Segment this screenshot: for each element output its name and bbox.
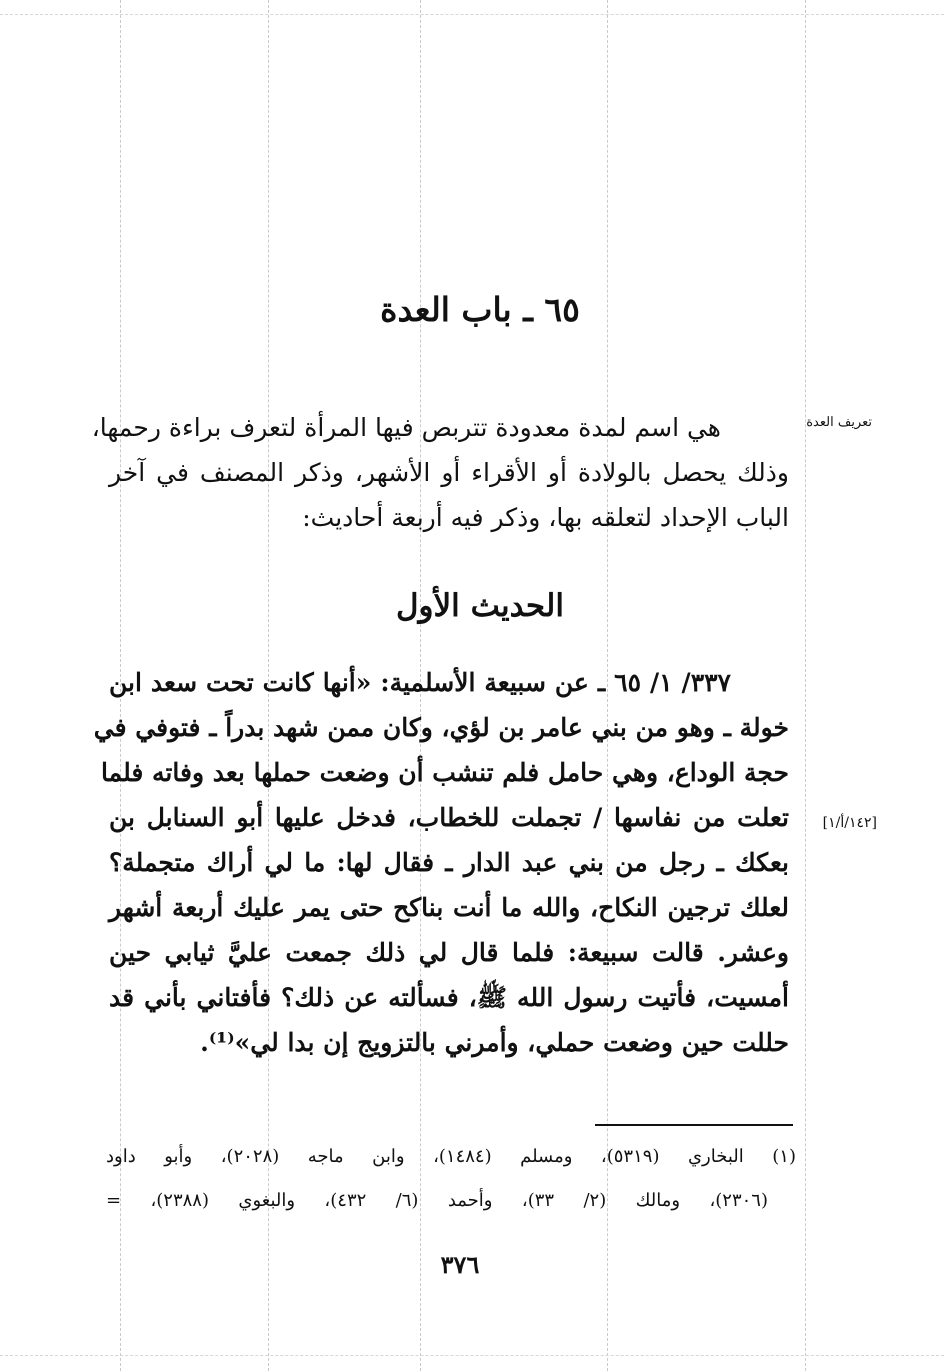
footnote-line: (١) البخاري (٥٣١٩)، ومسلم (١٤٨٤)، وابن ماجه (٢٠٢٨)، وأبو داود xyxy=(106,1146,796,1167)
footnote-line: (٢٣٠٦)، ومالك (٢/ ٣٣)، وأحمد (٦/ ٤٣٢)، والبغوي (٢٣٨٨)، = xyxy=(106,1190,768,1211)
hadith-line: وعشر. قالت سبيعة: فلما قال لي ذلك جمعت عليَّ ثيابي حين xyxy=(109,938,789,967)
hadith-paragraph xyxy=(93,660,789,1065)
margin-note-definition: تعريف العدة xyxy=(806,415,872,430)
hadith-line: لعلك ترجين النكاح، والله ما أنت بناكح حتى يمر عليك أربعة أشهر xyxy=(109,893,789,922)
intro-line: وذلك يحصل بالولادة أو الأقراء أو الأشهر، وذكر المصنف في آخر xyxy=(109,458,789,487)
hadith-line: أمسيت، فأتيت رسول الله ﷺ، فسألته عن ذلك؟ فأفتاني بأني قد xyxy=(109,983,789,1012)
page-number: ٣٧٦ xyxy=(440,1250,480,1279)
hadith-line: حللت حين وضعت حملي، وأمرني بالتزويج إن بدا لي»⁽¹⁾. xyxy=(200,1028,789,1057)
margin-note-reference: [١٤٢/أ/١] xyxy=(822,815,877,831)
footnotes xyxy=(106,1135,796,1223)
scan-guide-line xyxy=(0,1355,944,1356)
chapter-title: ٦٥ ـ باب العدة xyxy=(380,290,580,329)
hadith-line: بعكك ـ رجل من بني عبد الدار ـ فقال لها: ما لي أراك متجملة؟ xyxy=(109,848,789,877)
intro-line: هي اسم لمدة معدودة تتربص فيها المرأة لتعرف براءة رحمها، xyxy=(91,413,721,442)
intro-line: الباب الإحداد لتعلقه بها، وذكر فيه أربعة أحاديث: xyxy=(302,503,789,532)
hadith-line: خولة ـ وهو من بني عامر بن لؤي، وكان ممن شهد بدراً ـ فتوفي في xyxy=(93,713,789,742)
hadith-title: الحديث الأول xyxy=(396,588,564,624)
hadith-line: تعلت من نفاسها / تجملت للخطاب، فدخل عليها أبو السنابل بن xyxy=(109,803,789,832)
scan-guide-line xyxy=(805,0,806,1371)
hadith-line: حجة الوداع، وهي حامل فلم تنشب أن وضعت حملها بعد وفاته فلما xyxy=(101,758,789,787)
intro-paragraph xyxy=(91,405,789,540)
footnote-separator xyxy=(595,1124,793,1126)
hadith-line: ٣٣٧/ ١/ ٦٥ ـ عن سبيعة الأسلمية: «أنها كانت تحت سعد ابن xyxy=(109,668,731,697)
scan-guide-line xyxy=(0,14,944,15)
